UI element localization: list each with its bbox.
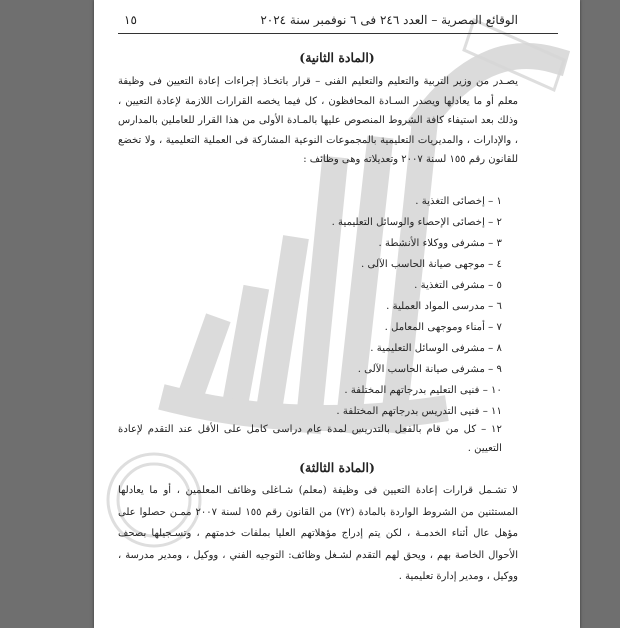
header-divider — [118, 33, 558, 34]
gazette-page — [94, 0, 580, 628]
list-item: ١٢ – كل من قام بالفعل بالتدريس لمدة عام دراسى كامل على الأقل عند التقدم لإعادة التعيين . — [118, 424, 502, 454]
list-item: ١ – إخصائى التغذية . — [415, 196, 502, 207]
article-2-intro: يصـدر من وزير التربية والتعليم والتعليم الفنى – قرار باتخـاذ إجراءات إعادة التعيين فى وظيفة معلم أو ما يعادلها ويصدر السـادة المحافظون ، كل فيما يخصه القرارات اللازمة لإعادة التعيين ، وذلك بعد استيفاء كافة الشروط المنصوص عليها بالمـادة الأولى من هذا القرار للعاملين بالمدارس ، والإدارات ، والمديريات التعليمية بالمجموعات النوعية المشاركة فى العملية التعليمية ، ولا تخضع للقانون رقم ١٥٥ لسنة ٢٠٠٧ وتعديلاته وهى وظائف : — [118, 76, 518, 165]
gazette-title: الوقائع المصرية – العدد ٢٤٦ فى ٦ نوفمبر سنة ٢٠٢٤ — [260, 13, 518, 27]
article-3-body: لا تشـمل قرارات إعادة التعيين فى وظيفة (معلم) شـاغلى وظائف المعلمين ، أو ما يعادلها المستثنين من الشروط الواردة بالمادة (٧٢) من القانون رقم ١٥٥ لسنة ٢٠٠٧ ممـن حصلوا على مؤهل عال أثناء الخدمـة ، لكن يتم إدراج مؤهلاتهم العليا بملفات خدمتهم ، وتسـجيلها بصحف الأحوال الخاصة بهم ، ويحق لهم التقدم لشـغل وظائف: التوجيه الفني ، ووكيل ، ومدير مدرسة ، ووكيل ، ومدير إدارة تعليمية . — [118, 485, 518, 582]
list-item: ٨ – مشرفى الوسائل التعليمية . — [370, 343, 502, 354]
list-item: ٩ – مشرفى صيانة الحاسب الآلى . — [357, 364, 502, 375]
list-item: ٣ – مشرفى ووكلاء الأنشطة . — [378, 238, 502, 249]
list-item: ٦ – مدرسى المواد العملية . — [386, 301, 502, 312]
list-item: ٧ – أمناء وموجهى المعامل . — [384, 322, 502, 333]
list-item: ١٠ – فنيى التعليم بدرجاتهم المختلفة . — [344, 385, 502, 396]
list-item: ١١ – فنيى التدريس بدرجاتهم المختلفة . — [336, 406, 502, 417]
list-item: ٥ – مشرفى التغذية . — [414, 280, 502, 291]
page-number: ١٥ — [124, 13, 137, 27]
list-item: ٢ – إخصائى الإحصاء والوسائل التعليمية . — [331, 217, 502, 228]
article-2-heading: (المادة الثانية) — [299, 50, 375, 65]
page-content — [94, 0, 580, 628]
list-item: ٤ – موجهى صيانة الحاسب الآلى . — [361, 259, 502, 270]
article-3-heading: (المادة الثالثة) — [299, 460, 375, 475]
